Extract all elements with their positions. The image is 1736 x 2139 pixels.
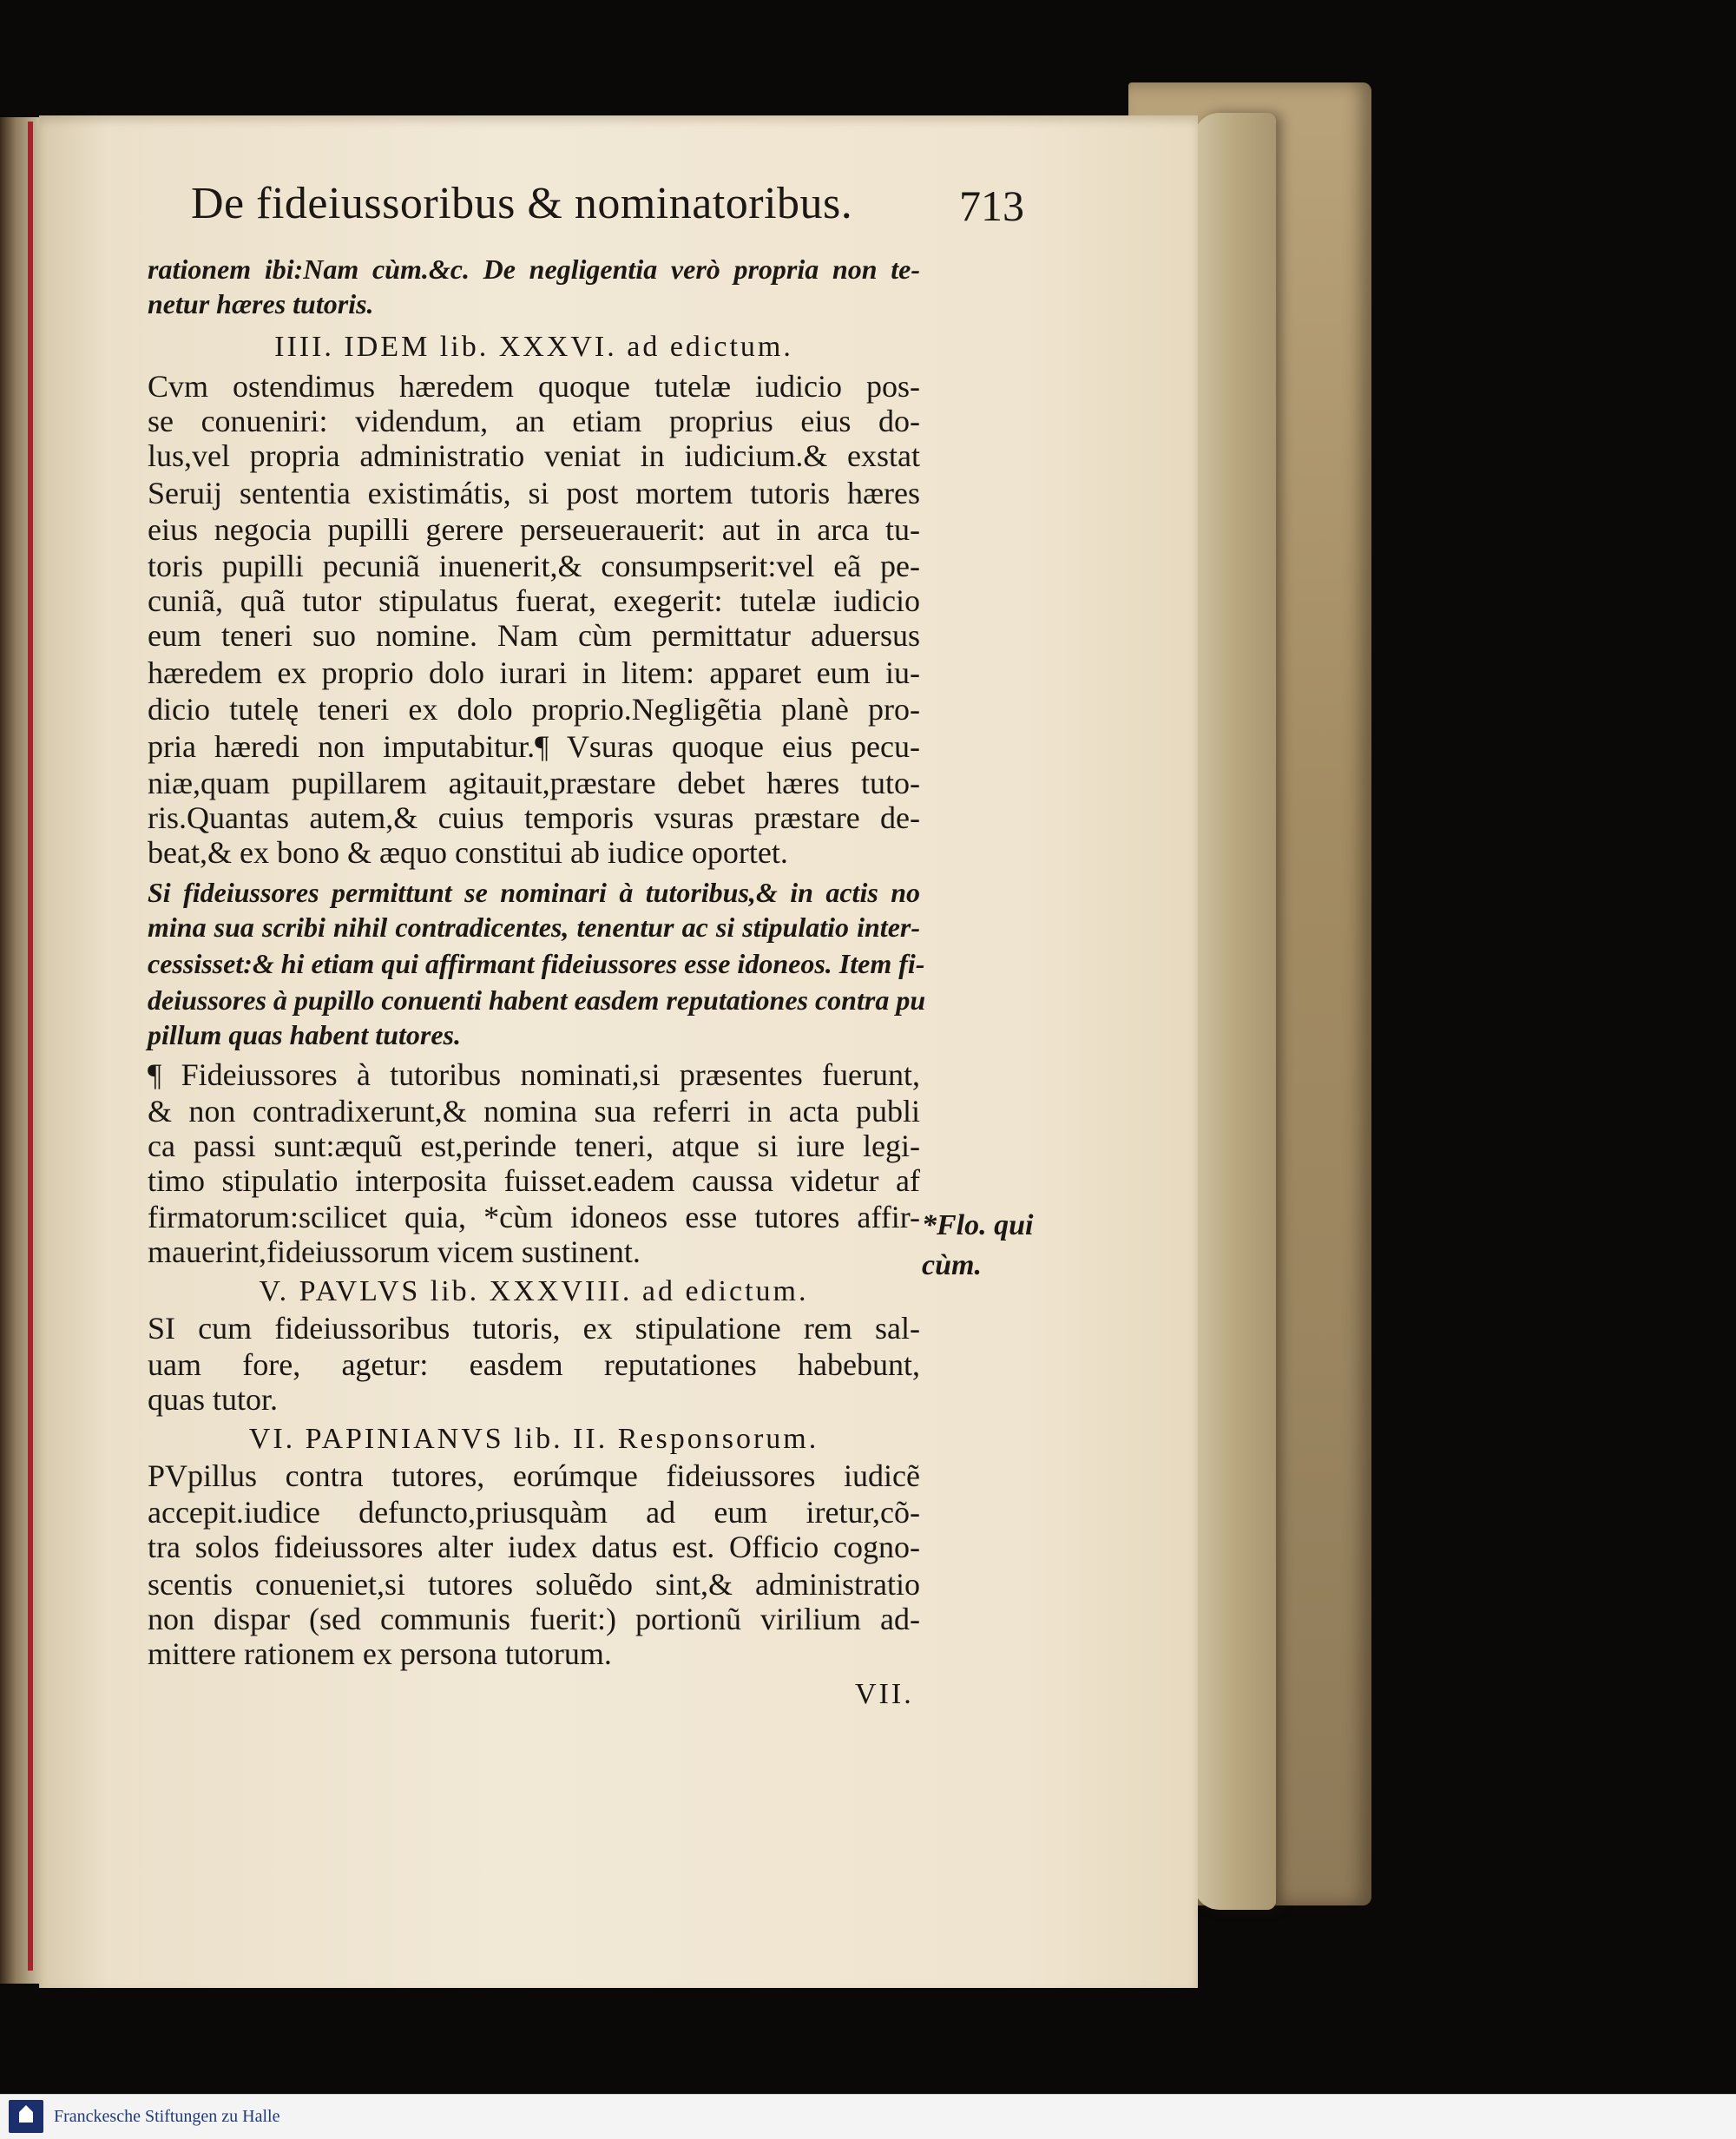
text-line: tra solos fideiussores alter iudex datus est. Officio cogno- [148, 1530, 920, 1564]
section-heading: VI. PAPINIANVS lib. II. Responsorum. [248, 1423, 819, 1455]
text-line: scentis conueniet,si tutores soluẽdo sint,& administratio [148, 1567, 920, 1602]
running-head: De fideiussoribus & nominatoribus. [191, 179, 853, 228]
text-line: se conueniri: videndum, an etiam proprius eius do- [148, 404, 920, 438]
section-heading: IIII. IDEM lib. XXXVI. ad edictum. [274, 331, 793, 363]
text-line: cuniã, quã tutor stipulatus fuerat, exegerit: tutelæ iudicio [148, 583, 920, 618]
text-line: mauerint,fideiussorum vicem sustinent. [148, 1234, 641, 1269]
text-line: ca passi sunt:æquũ est,perinde teneri, atque si iure legi- [148, 1129, 920, 1163]
text-line: eius negocia pupilli gerere perseuerauerit: aut in arca tu- [148, 512, 920, 547]
text-line: beat,& ex bono & æquo constitui ab iudice oportet. [148, 835, 788, 870]
vellum-fold [1194, 113, 1276, 1910]
text-line: SI cum fideiussoribus tutoris, ex stipulatione rem sal- [148, 1311, 920, 1346]
left-page-red-edge [28, 122, 33, 1971]
text-line: Seruij sententia existimátis, si post mortem tutoris hæres [148, 476, 920, 510]
text-line: cessisset:& hi etiam qui affirmant fideiussores esse idoneos. Item fi- [148, 948, 925, 979]
page-number: 713 [959, 181, 1024, 230]
text-line: ris.Quantas autem,& cuius temporis vsuras præstare de- [148, 800, 920, 835]
text-line: accepit.iudice defuncto,priusquàm ad eum iretur,cõ- [148, 1495, 920, 1530]
text-line: hæredem ex proprio dolo iurari in litem: apparet eum iu- [148, 655, 920, 690]
foundation-logo-icon [9, 2100, 43, 2133]
text-line: non dispar (sed communis fuerit:) portionũ virilium ad- [148, 1602, 920, 1636]
text-line: mina sua scribi nihil contradicentes, tenentur ac si stipulatio inter- [148, 912, 920, 943]
text-line: lus,vel propria administratio veniat in iudicium.& exstat [148, 438, 920, 473]
text-line: Si fideiussores permittunt se nominari à tutoribus,& in actis no [148, 877, 920, 908]
text-line: toris pupilli pecuniã inuenerit,& consumpserit:vel eã pe- [148, 549, 920, 583]
text-line: pria hæredi non imputabitur.¶ Vsuras quoque eius pecu- [148, 729, 920, 764]
text-line: deiussores à pupillo conuenti habent easdem reputationes contra pu [148, 984, 926, 1016]
marginal-note-line-1: *Flo. qui [922, 1209, 1034, 1241]
footer-label: Franckesche Stiftungen zu Halle [54, 2107, 280, 2126]
text-line: ¶ Fideiussores à tutoribus nominati,si præsentes fuerunt, [148, 1057, 920, 1092]
left-page-edge [0, 117, 39, 1984]
text-line: rationem ibi:Nam cùm.&c. De negligentia verò propria non te- [148, 253, 920, 285]
text-line: dicio tutelę teneri ex dolo proprio.Negligẽtia planè pro- [148, 692, 920, 727]
text-line: Cvm ostendimus hæredem quoque tutelæ iudicio pos- [148, 369, 920, 404]
marginal-note-line-2: cùm. [922, 1249, 982, 1281]
text-line: netur hæres tutoris. [148, 288, 374, 319]
text-line: firmatorum:scilicet quia, *cùm idoneos esse tutores affir- [148, 1200, 920, 1234]
text-line: quas tutor. [148, 1382, 278, 1417]
catchword: VII. [855, 1678, 914, 1710]
footer-bar [0, 2094, 1736, 2139]
text-line: uam fore, agetur: easdem reputationes habebunt, [148, 1347, 920, 1382]
text-line: PVpillus contra tutores, eorúmque fideiussores iudicẽ [148, 1458, 920, 1493]
text-line: eum teneri suo nomine. Nam cùm permittatur aduersus [148, 618, 920, 653]
text-line: niæ,quam pupillarem agitauit,præstare debet hæres tuto- [148, 766, 920, 800]
text-line: & non contradixerunt,& nomina sua referri in acta publi [148, 1094, 920, 1129]
text-line: timo stipulatio interposita fuisset.eadem caussa videtur af [148, 1163, 920, 1198]
text-line: mittere rationem ex persona tutorum. [148, 1636, 612, 1671]
section-heading: V. PAVLVS lib. XXXVIII. ad edictum. [259, 1275, 809, 1307]
text-line: pillum quas habent tutores. [148, 1019, 461, 1050]
